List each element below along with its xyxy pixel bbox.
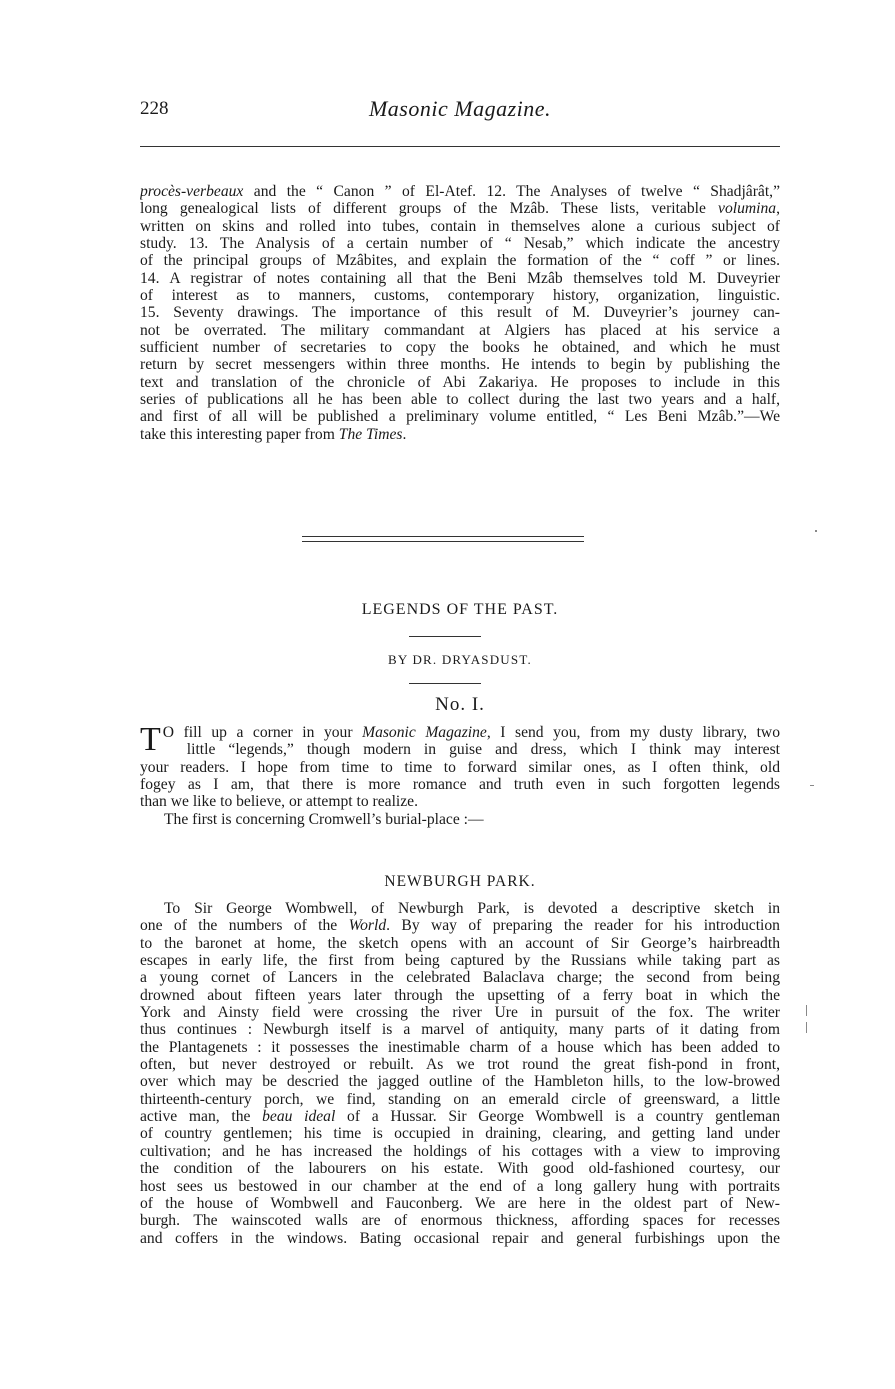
- subheading: NEWBURGH PARK.: [384, 873, 536, 890]
- intro-text: [140, 721, 780, 828]
- text-line: [140, 252, 780, 269]
- text-segment: ,: [776, 200, 780, 218]
- page-number: 228: [140, 98, 169, 119]
- divider-line-bottom: [302, 541, 584, 542]
- text-line: [140, 1056, 780, 1073]
- text-line: [140, 935, 780, 952]
- running-head: [140, 98, 780, 128]
- text-line: [140, 776, 780, 793]
- text-line: [140, 1125, 780, 1142]
- divider-line-top: [302, 536, 584, 537]
- article-body: [140, 900, 780, 1247]
- text-segment: not be overrated. The military commandant at Algiers has placed at his service a: [140, 321, 780, 339]
- text-segment: sufficient number of secretaries to copy the books he obtained, and which he must: [140, 339, 780, 357]
- text-line: [140, 391, 780, 408]
- header-rule: [140, 146, 780, 147]
- text-line: [140, 1021, 780, 1038]
- text-segment: written on skins and rolled into tubes, contain in themselves alone a curious subject of: [140, 217, 780, 235]
- margin-speck: [806, 1005, 807, 1016]
- previous-article-text: [140, 183, 780, 443]
- byline-rule: [409, 683, 481, 684]
- text-line: [140, 759, 780, 776]
- text-line: [140, 339, 780, 356]
- magazine-title: Masonic Magazine.: [368, 96, 552, 121]
- text-segment: your readers. I hope from time to time to forward similar ones, as I often think, old: [140, 758, 780, 776]
- text-segment: the condition of the labourers on his estate. With good old-fashioned courtesy, our: [140, 1160, 780, 1178]
- text-segment: escapes in early life, the first from being captured by the Russians while taking part as: [140, 952, 780, 970]
- text-segment: burgh. The wainscoted walls are of enormous thickness, affording spaces for recesses: [140, 1212, 780, 1230]
- text-segment: of a Hussar. Sir George Wombwell is a country gentleman: [335, 1108, 780, 1126]
- text-line: [140, 374, 780, 391]
- text-line: [140, 287, 780, 304]
- text-segment: , I send you, from my dusty library, two: [486, 724, 780, 741]
- text-line: [140, 235, 780, 252]
- text-segment: series of publications all he has been able to collect during the last two years and a half,: [140, 391, 780, 409]
- italic-phrase: procès-verbeaux: [140, 183, 244, 200]
- text-segment: . By way of preparing the reader for his introduction: [386, 917, 780, 935]
- text-segment: the Plantagenets : it possesses the inestimable charm of a house which has been added to: [140, 1038, 780, 1056]
- margin-speck: [810, 785, 814, 786]
- text-line: [140, 969, 780, 986]
- text-segment: thus continues : Newburgh itself is a marvel of antiquity, many parts of it dating from: [140, 1021, 780, 1039]
- text-line: [140, 356, 780, 373]
- text-line: [140, 1091, 780, 1108]
- text-line: [163, 724, 780, 741]
- text-segment: of the principal groups of Mzâbites, and explain the formation of the “ coff ” or lines.: [140, 252, 780, 270]
- text-segment: and first of all will be published a preliminary volume entitled, “ Les Beni Mzâb.”—We: [140, 408, 780, 426]
- text-line: [140, 1039, 780, 1056]
- text-segment: and coffers in the windows. Bating occasional repair and general furbishings upon the: [140, 1229, 780, 1247]
- text-line: [140, 1073, 780, 1090]
- text-segment: a young cornet of Lancers in the celebrated Balaclava charge; the second from being: [140, 969, 780, 987]
- text-segment: return by secret messengers within three months. He intends to begin by publishing the: [140, 356, 780, 374]
- text-segment: often, but never destroyed or rebuilt. As we trot round the great fish-pond in front,: [140, 1056, 780, 1074]
- text-line: [140, 1195, 780, 1212]
- text-segment: thirteenth-century porch, we find, standing on an emerald circle of greensward, a little: [140, 1090, 780, 1108]
- text-segment: long genealogical lists of different groups of the Mzâb. These lists, veritable: [140, 200, 719, 218]
- text-line: [140, 1143, 780, 1160]
- text-line: [140, 1178, 780, 1195]
- article-number: No. I.: [435, 694, 485, 715]
- text-segment: drowned about fifteen years later through the upsetting of a ferry boat in which the: [140, 986, 780, 1004]
- article-byline: BY DR. DRYASDUST.: [388, 652, 532, 667]
- text-line: [140, 270, 780, 287]
- text-line: [140, 917, 780, 934]
- text-segment: to the baronet at home, the sketch opens with an account of Sir George’s hairbreadth: [140, 934, 780, 952]
- text-segment: To Sir George Wombwell, of Newburgh Park, is devoted a descriptive sketch in: [164, 900, 780, 917]
- text-line: [140, 1212, 780, 1229]
- text-line: [140, 900, 780, 917]
- drop-cap: T: [140, 721, 161, 758]
- text-segment: one of the numbers of the: [140, 917, 349, 935]
- italic-phrase: volumina: [718, 200, 777, 218]
- text-segment: active man, the: [140, 1108, 263, 1126]
- text-segment: text and translation of the chronicle of Abi Zakariya. He proposes to include in this: [140, 373, 780, 391]
- text-segment: and the “ Canon ” of El-Atef. 12. The Analyses of twelve “ Shadjârât,”: [243, 183, 780, 200]
- text-line: [140, 1108, 780, 1125]
- text-line: [140, 987, 780, 1004]
- italic-phrase: Masonic Magazine: [362, 724, 487, 741]
- text-segment: study. 13. The Analysis of a certain number of “ Nesab,” which indicate the ancestry: [140, 235, 780, 253]
- text-line: [140, 793, 780, 810]
- text-segment: little “legends,” though modern in guise and dress, which I think may interest: [186, 741, 780, 759]
- title-rule: [409, 636, 481, 637]
- text-line: [140, 322, 780, 339]
- text-segment: fogey as I am, that there is more romance and truth even in such forgotten legends: [140, 776, 780, 794]
- text-line: [140, 304, 780, 321]
- text-segment: 14. A registrar of notes containing all that the Beni Mzâb themselves told M. Duveyrier: [140, 269, 780, 287]
- text-segment: than we like to believe, or attempt to realize.: [140, 793, 418, 811]
- text-line: [163, 741, 780, 758]
- italic-phrase: The Times: [338, 425, 403, 443]
- margin-speck: [806, 1022, 807, 1033]
- text-segment: of the house of Wombwell and Fauconberg. We are here in the oldest part of New-: [140, 1194, 780, 1212]
- text-segment: .: [402, 425, 407, 443]
- text-line: [140, 811, 780, 828]
- article-title: LEGENDS OF THE PAST.: [361, 601, 559, 618]
- text-line: [140, 426, 780, 443]
- section-divider: [302, 536, 584, 546]
- text-segment: 15. Seventy drawings. The importance of this result of M. Duveyrier’s journey can-: [140, 304, 780, 322]
- italic-phrase: World: [348, 917, 387, 935]
- text-segment: host sees us bestowed in our chamber at the end of a long gallery hung with portraits: [140, 1177, 780, 1195]
- text-line: [140, 408, 780, 425]
- text-segment: O fill up a corner in your: [162, 724, 363, 741]
- text-line: [140, 200, 780, 217]
- text-segment: of interest as to manners, customs, contemporary history, organization, linguistic.: [140, 287, 780, 305]
- text-line: [140, 183, 780, 200]
- text-segment: take this interesting paper from: [140, 425, 339, 443]
- text-segment: of country gentlemen; his time is occupied in draining, clearing, and getting land under: [140, 1125, 780, 1143]
- text-segment: over which may be descried the jagged outline of the Hambleton hills, to the low-browed: [140, 1073, 780, 1091]
- text-line: [140, 1004, 780, 1021]
- text-line: [140, 218, 780, 235]
- margin-speck: [815, 530, 817, 532]
- text-segment: The first is concerning Cromwell’s burial-place :—: [164, 810, 484, 828]
- text-segment: cultivation; and he has increased the holdings of his cottages with a view to improving: [140, 1142, 780, 1160]
- text-segment: York and Ainsty field were crossing the river Ure in pursuit of the fox. The writer: [140, 1004, 780, 1022]
- text-line: [140, 952, 780, 969]
- text-line: [140, 1160, 780, 1177]
- text-line: [140, 1230, 780, 1247]
- italic-phrase: beau ideal: [262, 1108, 336, 1126]
